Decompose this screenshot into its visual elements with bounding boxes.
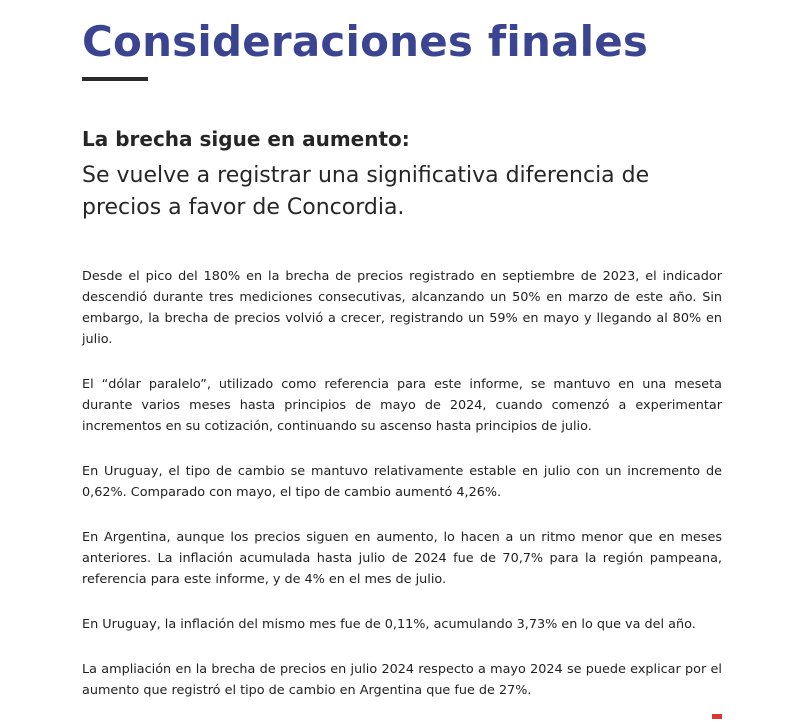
paragraph-ampliacion-brecha: La ampliación en la brecha de precios en julio 2024 respecto a mayo 2024 se puede explicar por el aumento que registró el tipo de cambio en Argentina que fue de 27%. xyxy=(82,662,722,698)
paragraph-uruguay-inflacion: En Uruguay, la inflación del mismo mes fue de 0,11%, acumulando 3,73% en lo que va del año. xyxy=(82,617,696,632)
section-heading: La brecha sigue en aumento: xyxy=(82,127,410,151)
title-underline-divider xyxy=(82,77,148,81)
section-subtitle: Se vuelve a registrar una significativa diferencia de precios a favor de Concordia. xyxy=(82,163,650,220)
paragraph-argentina-inflacion: En Argentina, aunque los precios siguen en aumento, lo hacen a un ritmo menor que en meses anteriores. La inflación acumulada hasta julio de 2024 fue de 70,7% para la región pampeana, referencia para este informe, y de 4% en el mes de julio. xyxy=(82,530,722,587)
corner-accent-mark xyxy=(712,714,722,719)
paragraph-dolar-paralelo: El “dólar paralelo”, utilizado como referencia para este informe, se mantuvo en una meseta durante varios meses hasta principios de mayo de 2024, cuando comenzó a experimentar incrementos en su cotización, continuando su ascenso hasta principios de julio. xyxy=(82,377,722,434)
paragraph-brecha: Desde el pico del 180% en la brecha de precios registrado en septiembre de 2023, el indicador descendió durante tres mediciones consecutivas, alcanzando un 50% en marzo de este año. Sin embargo, la brecha de precios volvió a crecer, registrando un 59% en mayo y llegando al 80% en julio. xyxy=(82,269,722,347)
paragraph-uruguay-tipo-cambio: En Uruguay, el tipo de cambio se mantuvo relativamente estable en julio con un incremento de 0,62%. Comparado con mayo, el tipo de cambio aumentó 4,26%. xyxy=(82,464,722,500)
body-text xyxy=(82,266,722,725)
page-title: Consideraciones finales xyxy=(82,17,649,66)
